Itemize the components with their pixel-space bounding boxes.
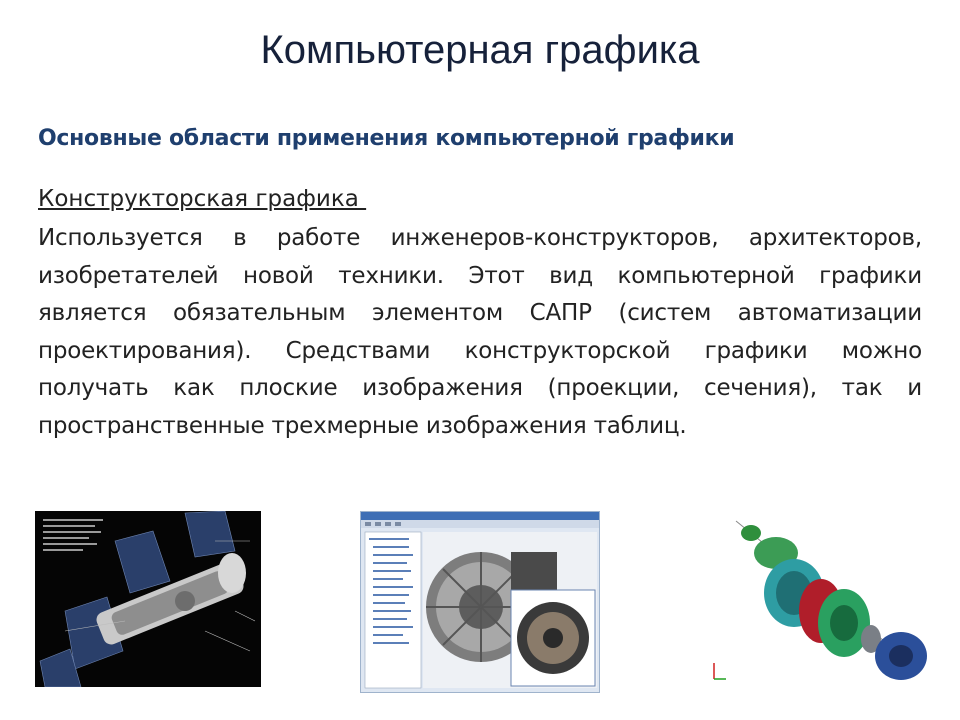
body-paragraph: Используется в работе инженеров-конструкторов, архитекторов, изобретателей новой техники. Этот вид компьютерной графики является обязательным элементом САПР (систем автоматизации проектирования). Средствами конструкторской графики можно получать как плоские изображения (проекции, сечения), так и пространственные трехмерные изображения таблиц. bbox=[38, 225, 922, 439]
slide-subtitle: Основные области применения компьютерной графики bbox=[38, 126, 735, 151]
slide-title: Компьютерная графика bbox=[260, 28, 700, 72]
section-heading: Конструкторская графика bbox=[38, 186, 367, 212]
space-station-diagram-image bbox=[35, 511, 261, 687]
exploded-3d-assembly-image bbox=[706, 511, 934, 687]
cad-software-screenshot-image bbox=[360, 511, 600, 693]
